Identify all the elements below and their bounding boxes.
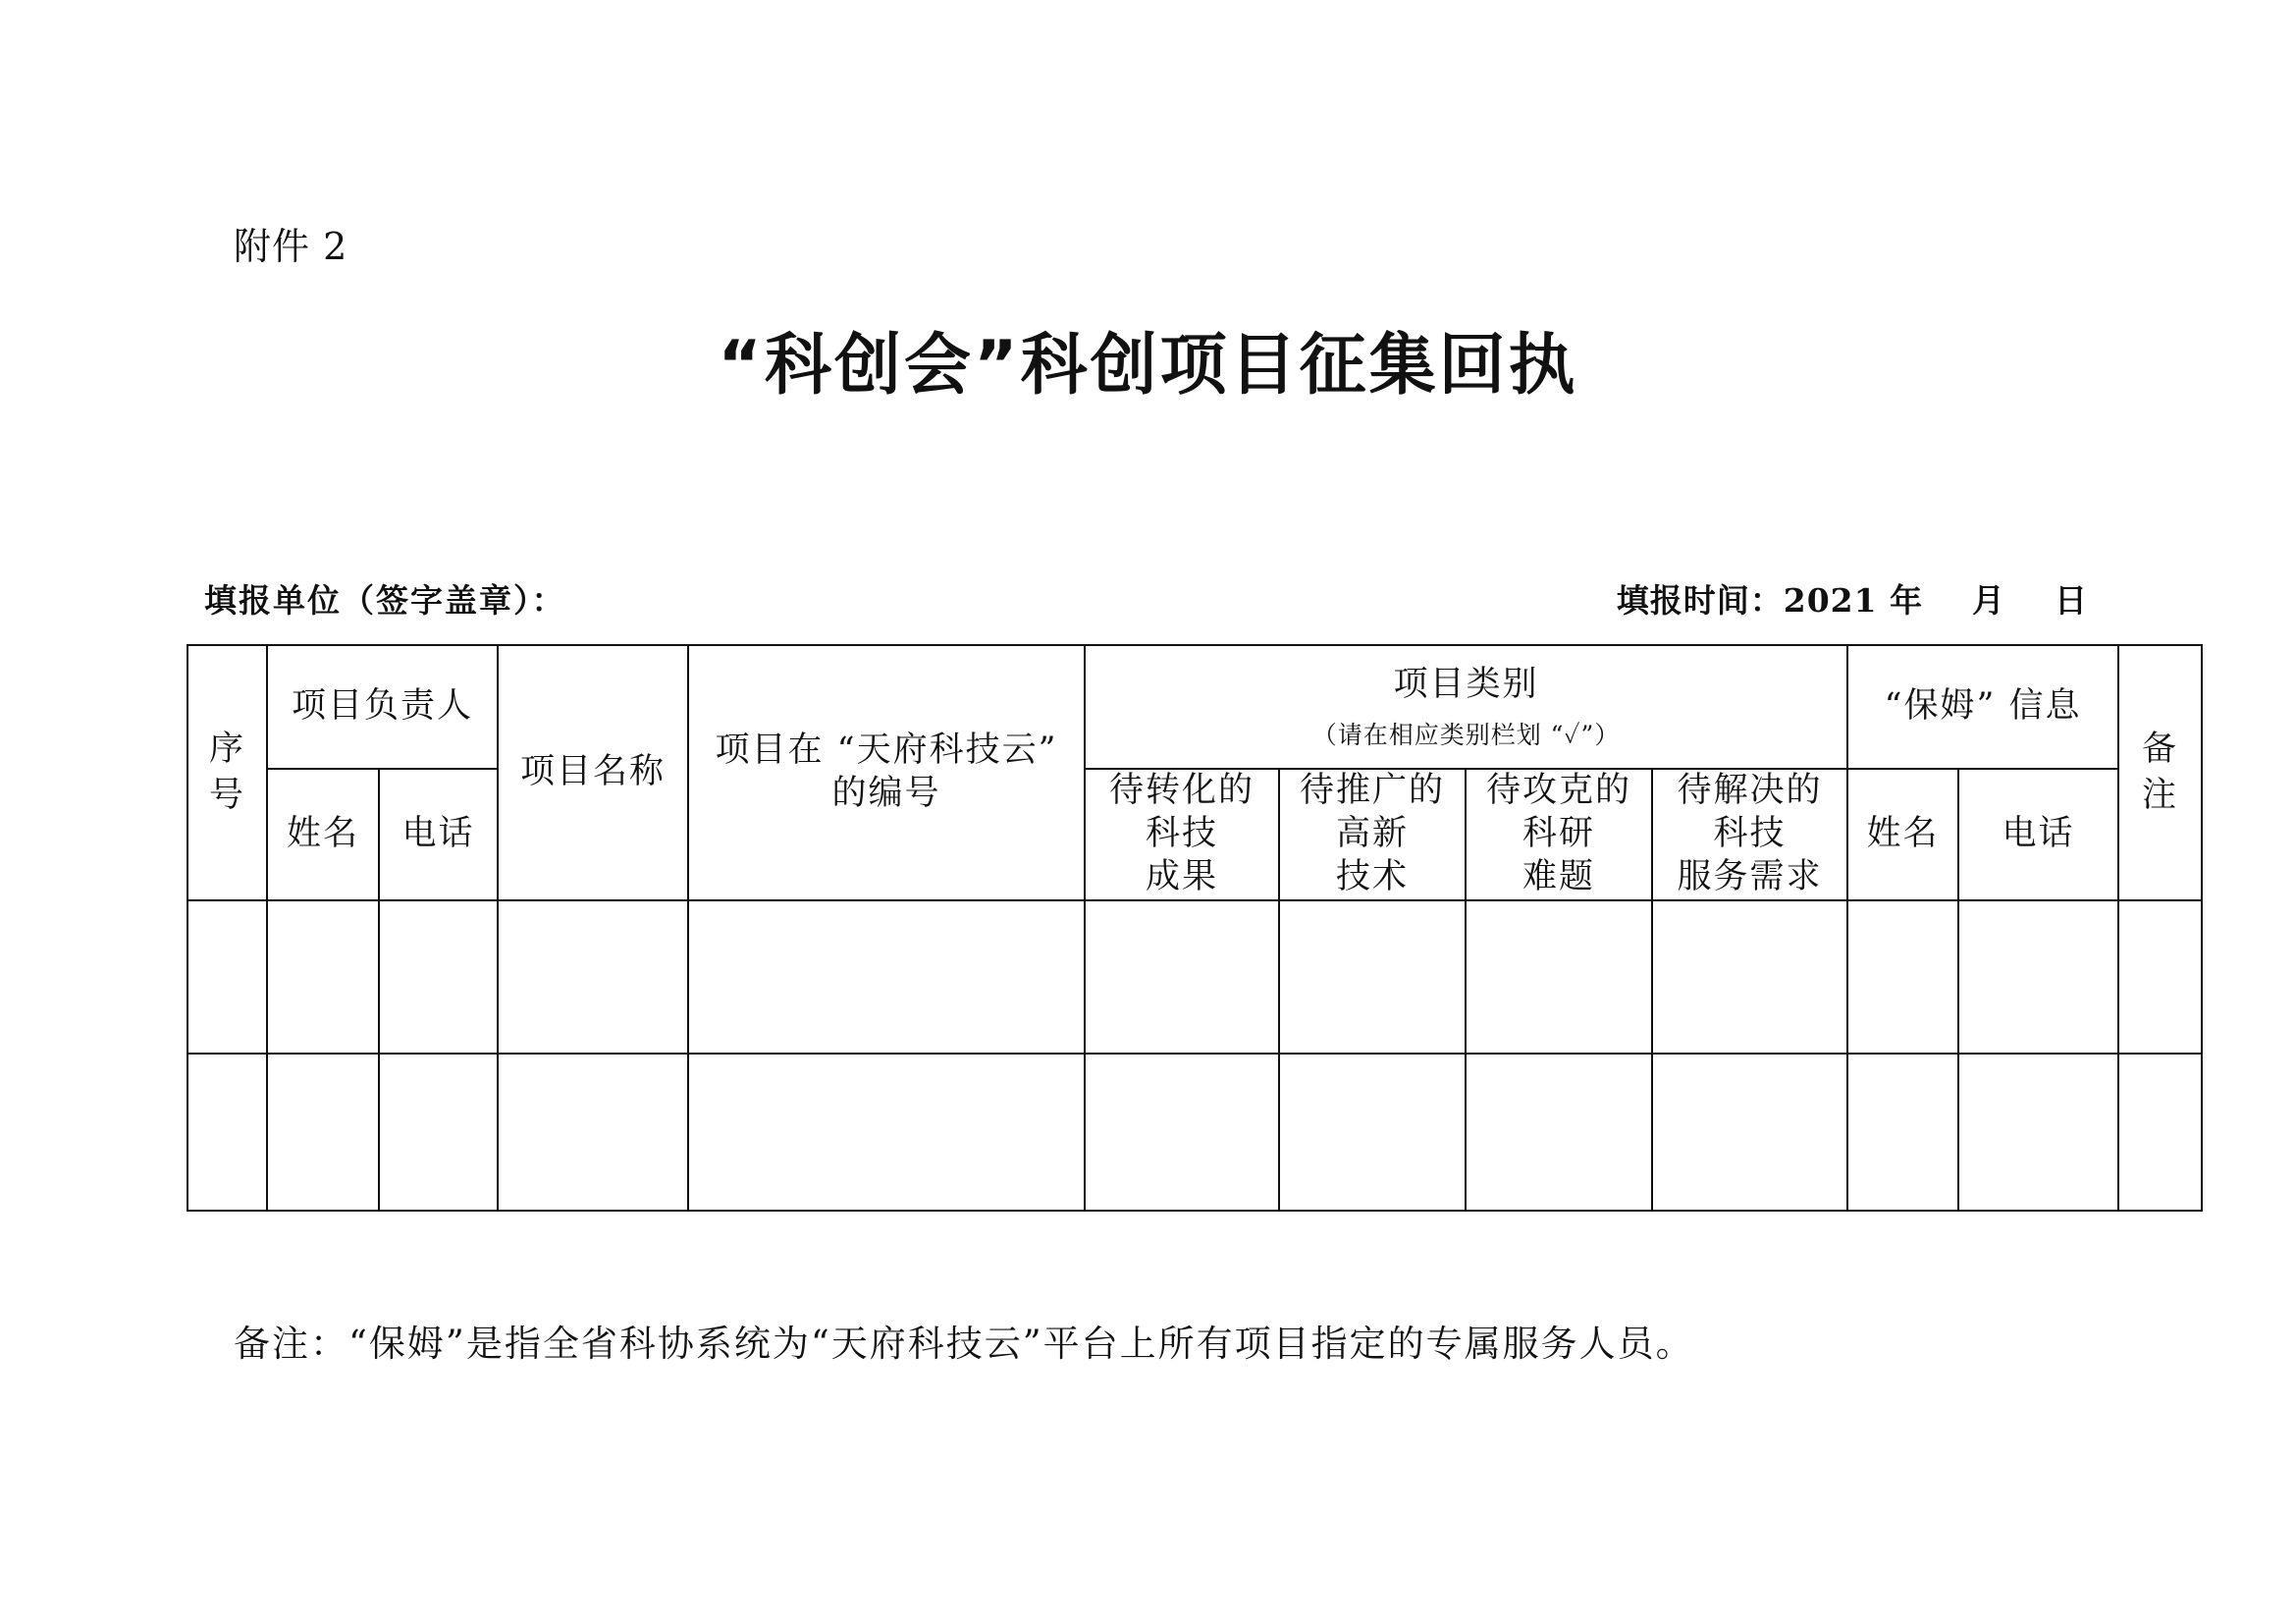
table-cell[interactable] <box>688 900 1085 1054</box>
header-nanny: “保姆” 信息 <box>1847 645 2118 769</box>
table-cell[interactable] <box>1958 1054 2118 1211</box>
table-cell[interactable] <box>187 1054 267 1211</box>
table-cell[interactable] <box>498 900 688 1054</box>
table-cell[interactable] <box>267 1054 379 1211</box>
table-cell[interactable] <box>1847 900 1958 1054</box>
header-leader-name: 姓名 <box>267 769 379 900</box>
attachment-label: 附件 2 <box>234 225 348 268</box>
table-cell[interactable] <box>1279 900 1466 1054</box>
table-cell[interactable] <box>1466 900 1652 1054</box>
table-cell[interactable] <box>1652 900 1847 1054</box>
fill-unit-label: 填报单位（签字盖章）： <box>204 581 566 620</box>
table-cell[interactable] <box>1847 1054 1958 1211</box>
header-nanny-phone: 电话 <box>1958 769 2118 900</box>
header-leader: 项目负责人 <box>267 645 498 769</box>
header-nanny-name: 姓名 <box>1847 769 1958 900</box>
fill-time-label: 填报时间：2021 年 月 日 <box>1616 581 2088 620</box>
header-cat-service: 待解决的 科技 服务需求 <box>1652 769 1847 900</box>
table-row <box>187 1054 2202 1211</box>
table-cell[interactable] <box>379 900 498 1054</box>
table-cell[interactable] <box>2118 900 2202 1054</box>
header-cat-tech: 待推广的 高新 技术 <box>1279 769 1466 900</box>
header-project-name: 项目名称 <box>498 645 688 900</box>
header-code: 项目在 “天府科技云” 的编号 <box>688 645 1085 900</box>
header-category-note: （请在相应类别栏划 “✓”） <box>1311 721 1621 750</box>
table-cell[interactable] <box>1466 1054 1652 1211</box>
table-cell[interactable] <box>1085 1054 1279 1211</box>
header-remark: 备 注 <box>2118 645 2202 900</box>
header-leader-phone: 电话 <box>379 769 498 900</box>
table-cell[interactable] <box>379 1054 498 1211</box>
header-cat-achievement: 待转化的 科技 成果 <box>1085 769 1279 900</box>
collection-receipt-table <box>187 644 2203 1212</box>
table-cell[interactable] <box>1085 900 1279 1054</box>
table-cell[interactable] <box>1652 1054 1847 1211</box>
header-category: 项目类别 （请在相应类别栏划 “✓”） <box>1085 645 1847 769</box>
table-cell[interactable] <box>187 900 267 1054</box>
table-cell[interactable] <box>688 1054 1085 1211</box>
footnote: 备注：“保姆”是指全省科协系统为“天府科技云”平台上所有项目指定的专属服务人员。 <box>234 1323 1694 1365</box>
table-cell[interactable] <box>1958 900 2118 1054</box>
table-cell[interactable] <box>267 900 379 1054</box>
header-seq: 序 号 <box>187 645 267 900</box>
table-cell[interactable] <box>2118 1054 2202 1211</box>
document-title: “科创会”科创项目征集回执 <box>718 327 1578 405</box>
table-cell[interactable] <box>498 1054 688 1211</box>
table-cell[interactable] <box>1279 1054 1466 1211</box>
header-cat-problem: 待攻克的 科研 难题 <box>1466 769 1652 900</box>
table-row <box>187 900 2202 1054</box>
